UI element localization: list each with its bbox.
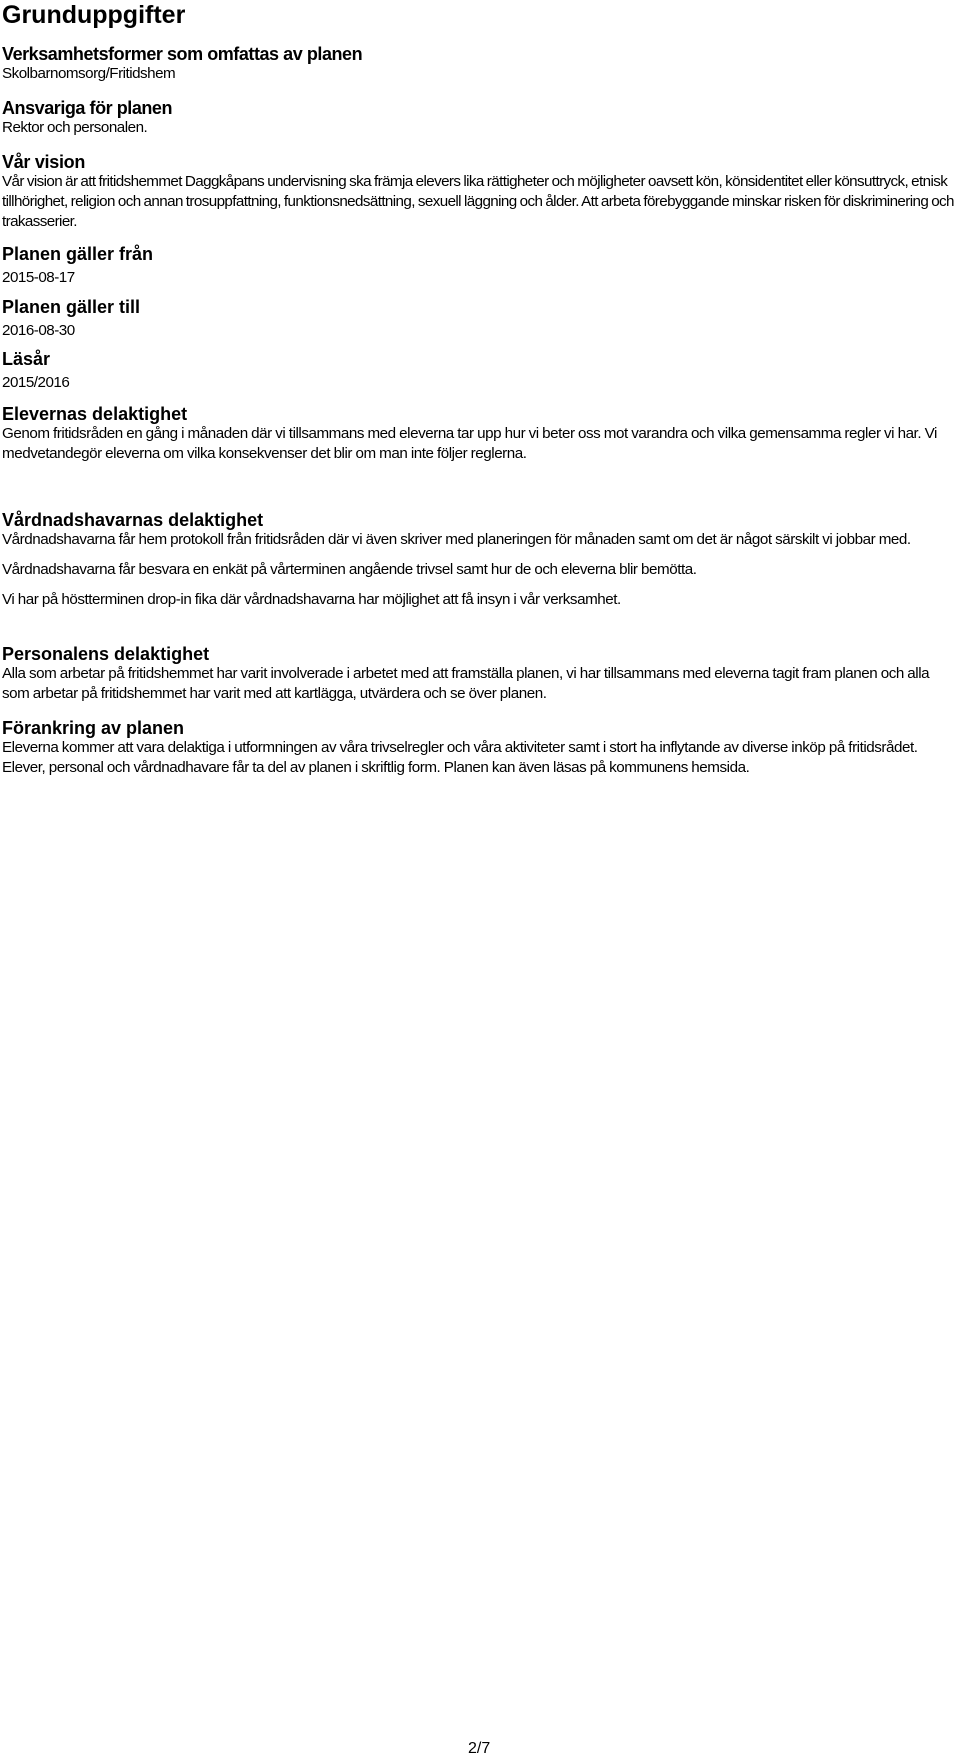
personalens-text: Alla som arbetar på fritidshemmet har varit involverade i arbetet med att framställa planen, vi har tillsammans med eleverna tagit fram planen och alla som arbetar på fritidshemmet har varit med att kartlägga, utvärdera och se över planen.: [2, 665, 930, 702]
personalens-heading: Personalens delaktighet: [2, 644, 210, 664]
elevernas-text: Genom fritidsråden en gång i månaden där vi tillsammans med eleverna tar upp hur vi beter oss mot varandra och vilka gemensamma regler vi har. Vi medvetandegör eleverna om vilka konsekvenser det blir om man inte följer reglerna.: [2, 425, 937, 462]
section-vardnadshavarnas-delaktighet: [2, 510, 956, 610]
page-number: 2/7: [468, 1740, 491, 1757]
section-elevernas-delaktighet: [2, 404, 956, 464]
verksamhetsformer-text: Skolbarnomsorg/Fritidshem: [2, 65, 176, 82]
vardnadshavarnas-paragraph-2: Vårdnadshavarna får besvara en enkät på vårterminen angående trivsel samt hur de och eleverna blir bemötta.: [2, 561, 697, 578]
vardnadshavarnas-heading: Vårdnadshavarnas delaktighet: [2, 510, 264, 530]
ansvariga-heading: Ansvariga för planen: [2, 98, 173, 118]
section-personalens-delaktighet: [2, 644, 956, 704]
galler-fran-heading: Planen gäller från: [2, 244, 154, 264]
section-vision: [2, 152, 956, 232]
section-galler-fran: [2, 244, 956, 288]
section-lasar: [2, 349, 956, 393]
vardnadshavarnas-paragraph-1: Vårdnadshavarna får hem protokoll från fritidsråden där vi även skriver med planeringen för månaden samt om det är något särskilt vi jobbar med.: [2, 531, 911, 548]
section-ansvariga: [2, 98, 956, 138]
section-galler-till: [2, 297, 956, 341]
forankring-text: Eleverna kommer att vara delaktiga i utformningen av våra trivselregler och våra aktiviteter samt i stort ha inflytande av diverse inköp på fritidsrådet. Elever, personal och vårdnadhavare får ta del av planen i skriftlig form. Planen kan även läsas på kommunens hemsida.: [2, 739, 918, 776]
galler-till-value: 2016-08-30: [2, 322, 75, 339]
ansvariga-text: Rektor och personalen.: [2, 119, 148, 136]
verksamhetsformer-heading: Verksamhetsformer som omfattas av planen: [2, 44, 363, 64]
lasar-value: 2015/2016: [2, 374, 70, 391]
lasar-heading: Läsår: [2, 349, 51, 369]
document-title: Grunduppgifter: [2, 1, 186, 29]
section-verksamhetsformer: [2, 44, 956, 84]
galler-till-heading: Planen gäller till: [2, 297, 141, 317]
section-forankring: [2, 718, 956, 778]
elevernas-heading: Elevernas delaktighet: [2, 404, 188, 424]
vision-text: Vår vision är att fritidshemmet Daggkåpans undervisning ska främja elevers lika rättigheter och möjligheter oavsett kön, könsidentitet eller könsuttryck, etnisk tillhörighet, religion och annan trosuppfattning, funktionsnedsättning, sexuell läggning och ålder. Att arbeta förebyggande minskar risken för diskriminering och trakasserier.: [2, 173, 954, 230]
forankring-heading: Förankring av planen: [2, 718, 185, 738]
vardnadshavarnas-paragraph-3: Vi har på höstterminen drop-in fika där vårdnadshavarna har möjlighet att få insyn i vår verksamhet.: [2, 591, 621, 608]
vision-heading: Vår vision: [2, 152, 86, 172]
galler-fran-value: 2015-08-17: [2, 269, 75, 286]
